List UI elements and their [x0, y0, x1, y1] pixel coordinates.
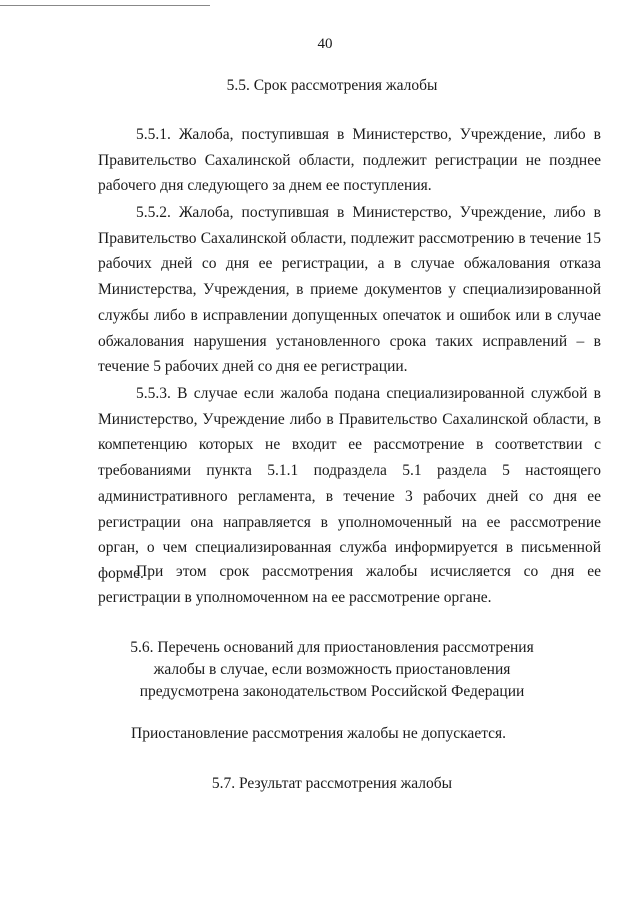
- paragraph-5-6: Приостановление рассмотрения жалобы не допускается.: [131, 725, 507, 742]
- section-heading-5-6: [0, 637, 634, 703]
- paragraph-5-5-1: 5.5.1. Жалоба, поступившая в Министерство, Учреждение, либо в Правительство Сахалинской области, подлежит регистрации не позднее рабочего дня следующего за днем ее поступления.: [98, 126, 601, 195]
- paragraph-5-5-3: 5.5.3. В случае если жалоба подана специализированной службой в Министерство, Учреждение либо в Правительство Сахалинской области, в компетенцию которых не входит ее рассмотрение в соответствии с требованиями пункта 5.1.1 подраздела 5.1 раздела 5 настоящего административного регламента, в течение 3 рабочих дней со дня ее регистрации она направляется в уполномоченный на ее рассмотрение орган, о чем специализированная служба информируется в письменной форме.: [98, 385, 601, 582]
- paragraph-5-5-2: 5.5.2. Жалоба, поступившая в Министерство, Учреждение, либо в Правительство Сахалинской области, подлежит рассмотрению в течение 15 рабочих дней со дня ее регистрации, а в случае обжалования отказа Министерства, Учреждения, в приеме документов у специализированной службы либо в исправлении допущенных опечаток и ошибок или в случае обжалования нарушения установленного срока таких исправлений – в течение 5 рабочих дней со дня ее регистрации.: [98, 204, 601, 376]
- section-heading-5-5: 5.5. Срок рассмотрения жалобы: [226, 77, 438, 94]
- heading-line: жалобы в случае, если возможность приостановления: [153, 661, 511, 678]
- top-rule: [0, 5, 210, 6]
- paragraph-5-5-note: При этом срок рассмотрения жалобы исчисляется со дня ее регистрации в уполномоченном на ее рассмотрение органе.: [98, 563, 601, 606]
- heading-line: 5.6. Перечень оснований для приостановления рассмотрения: [130, 639, 534, 656]
- page-number: 40: [317, 36, 333, 52]
- heading-line: предусмотрена законодательством Российской Федерации: [139, 683, 525, 700]
- section-heading-5-7: 5.7. Результат рассмотрения жалобы: [211, 775, 453, 792]
